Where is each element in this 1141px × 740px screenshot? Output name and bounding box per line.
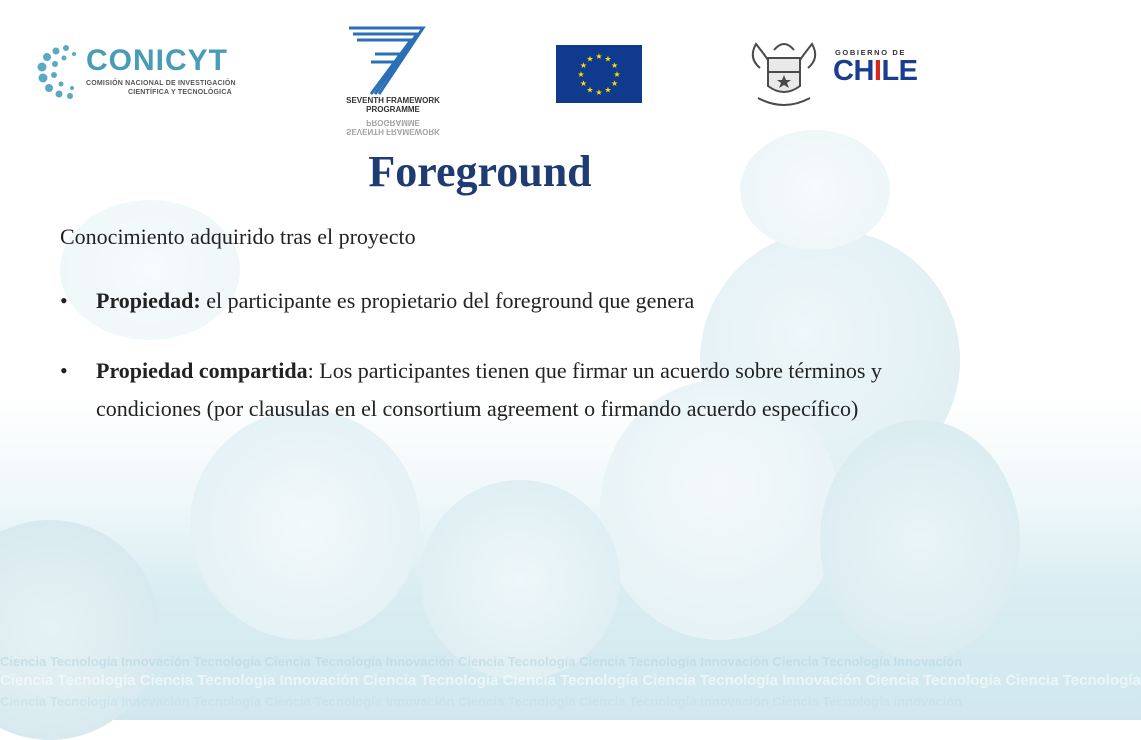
conicyt-subtitle-line2: CIENTÍFICA Y TECNOLÓGICA	[128, 89, 232, 96]
eu-stars	[556, 45, 642, 103]
footer-watermark-row: Ciencia Tecnología Innovación Tecnología Ciencia Tecnología Innovación Ciencia Tecnología Ciencia Tecnología Innovación Ciencia Tecnología Innovación	[0, 654, 963, 669]
footer-watermark-row: Ciencia Tecnología Ciencia Tecnología Innovación Ciencia Tecnología Ciencia Tecnología Ciencia Tecnología Innovación Ciencia Tecnología Ciencia Tecnología	[0, 672, 1141, 689]
bullet-text: el participante es propietario del foreground que genera	[200, 288, 695, 313]
gobierno-de-label: GOBIERNO DE	[835, 48, 906, 57]
conicyt-subtitle-line1: COMISIÓN NACIONAL DE INVESTIGACIÓN	[86, 80, 236, 87]
gobierno-de-chile-logo	[738, 28, 928, 123]
bullet-icon: •	[60, 288, 68, 313]
conicyt-logo	[36, 42, 246, 122]
bullet-item	[60, 352, 920, 428]
footer-watermark-row: Ciencia Tecnología Innovación Tecnología Ciencia Tecnología Innovación Ciencia Tecnología Ciencia Tecnología Innovación Ciencia Tecnología Innovación	[0, 694, 963, 709]
bullet-label: Propiedad:	[96, 288, 201, 313]
footer-watermark-band	[0, 650, 1141, 720]
logo-header	[0, 20, 960, 150]
eu-star-icon: ★	[579, 61, 587, 70]
eu-flag-icon	[556, 45, 642, 103]
conicyt-wordmark: CONICYT	[86, 44, 228, 77]
fp7-logo	[335, 20, 445, 150]
fp7-caption-reflection: SEVENTH FRAMEWORK PROGRAMME	[346, 118, 440, 136]
bullet-text: : Los participantes tienen que firmar un acuerdo sobre términos y condiciones (por clausulas en el consortium agreement o firmando acuerdo específico)	[96, 358, 882, 421]
eu-star-icon: ★	[595, 52, 603, 61]
fp7-seven-icon	[335, 20, 445, 96]
bullet-list	[60, 282, 920, 428]
eu-star-icon: ★	[586, 54, 594, 64]
eu-star-icon: ★	[611, 61, 619, 70]
bullet-label: Propiedad compartida	[96, 358, 308, 383]
eu-star-icon: ★	[611, 79, 619, 88]
slide-body	[60, 218, 920, 460]
eu-star-icon: ★	[577, 70, 585, 79]
bullet-item	[60, 282, 920, 320]
fp7-caption: SEVENTH FRAMEWORK PROGRAMME	[346, 96, 440, 114]
intro-text: Conocimiento adquirido tras el proyecto	[60, 224, 416, 249]
chile-coat-of-arms-icon	[738, 28, 830, 120]
conicyt-dots-icon	[36, 42, 84, 102]
eu-star-icon: ★	[604, 54, 612, 64]
eu-star-icon: ★	[595, 88, 603, 97]
chile-wordmark: CHILE	[833, 55, 918, 87]
slide-title: Foreground	[368, 147, 592, 196]
eu-star-icon: ★	[613, 70, 621, 79]
eu-star-icon: ★	[586, 85, 594, 95]
eu-star-icon: ★	[579, 79, 587, 88]
bullet-icon: •	[60, 358, 68, 383]
eu-star-icon: ★	[604, 85, 612, 95]
